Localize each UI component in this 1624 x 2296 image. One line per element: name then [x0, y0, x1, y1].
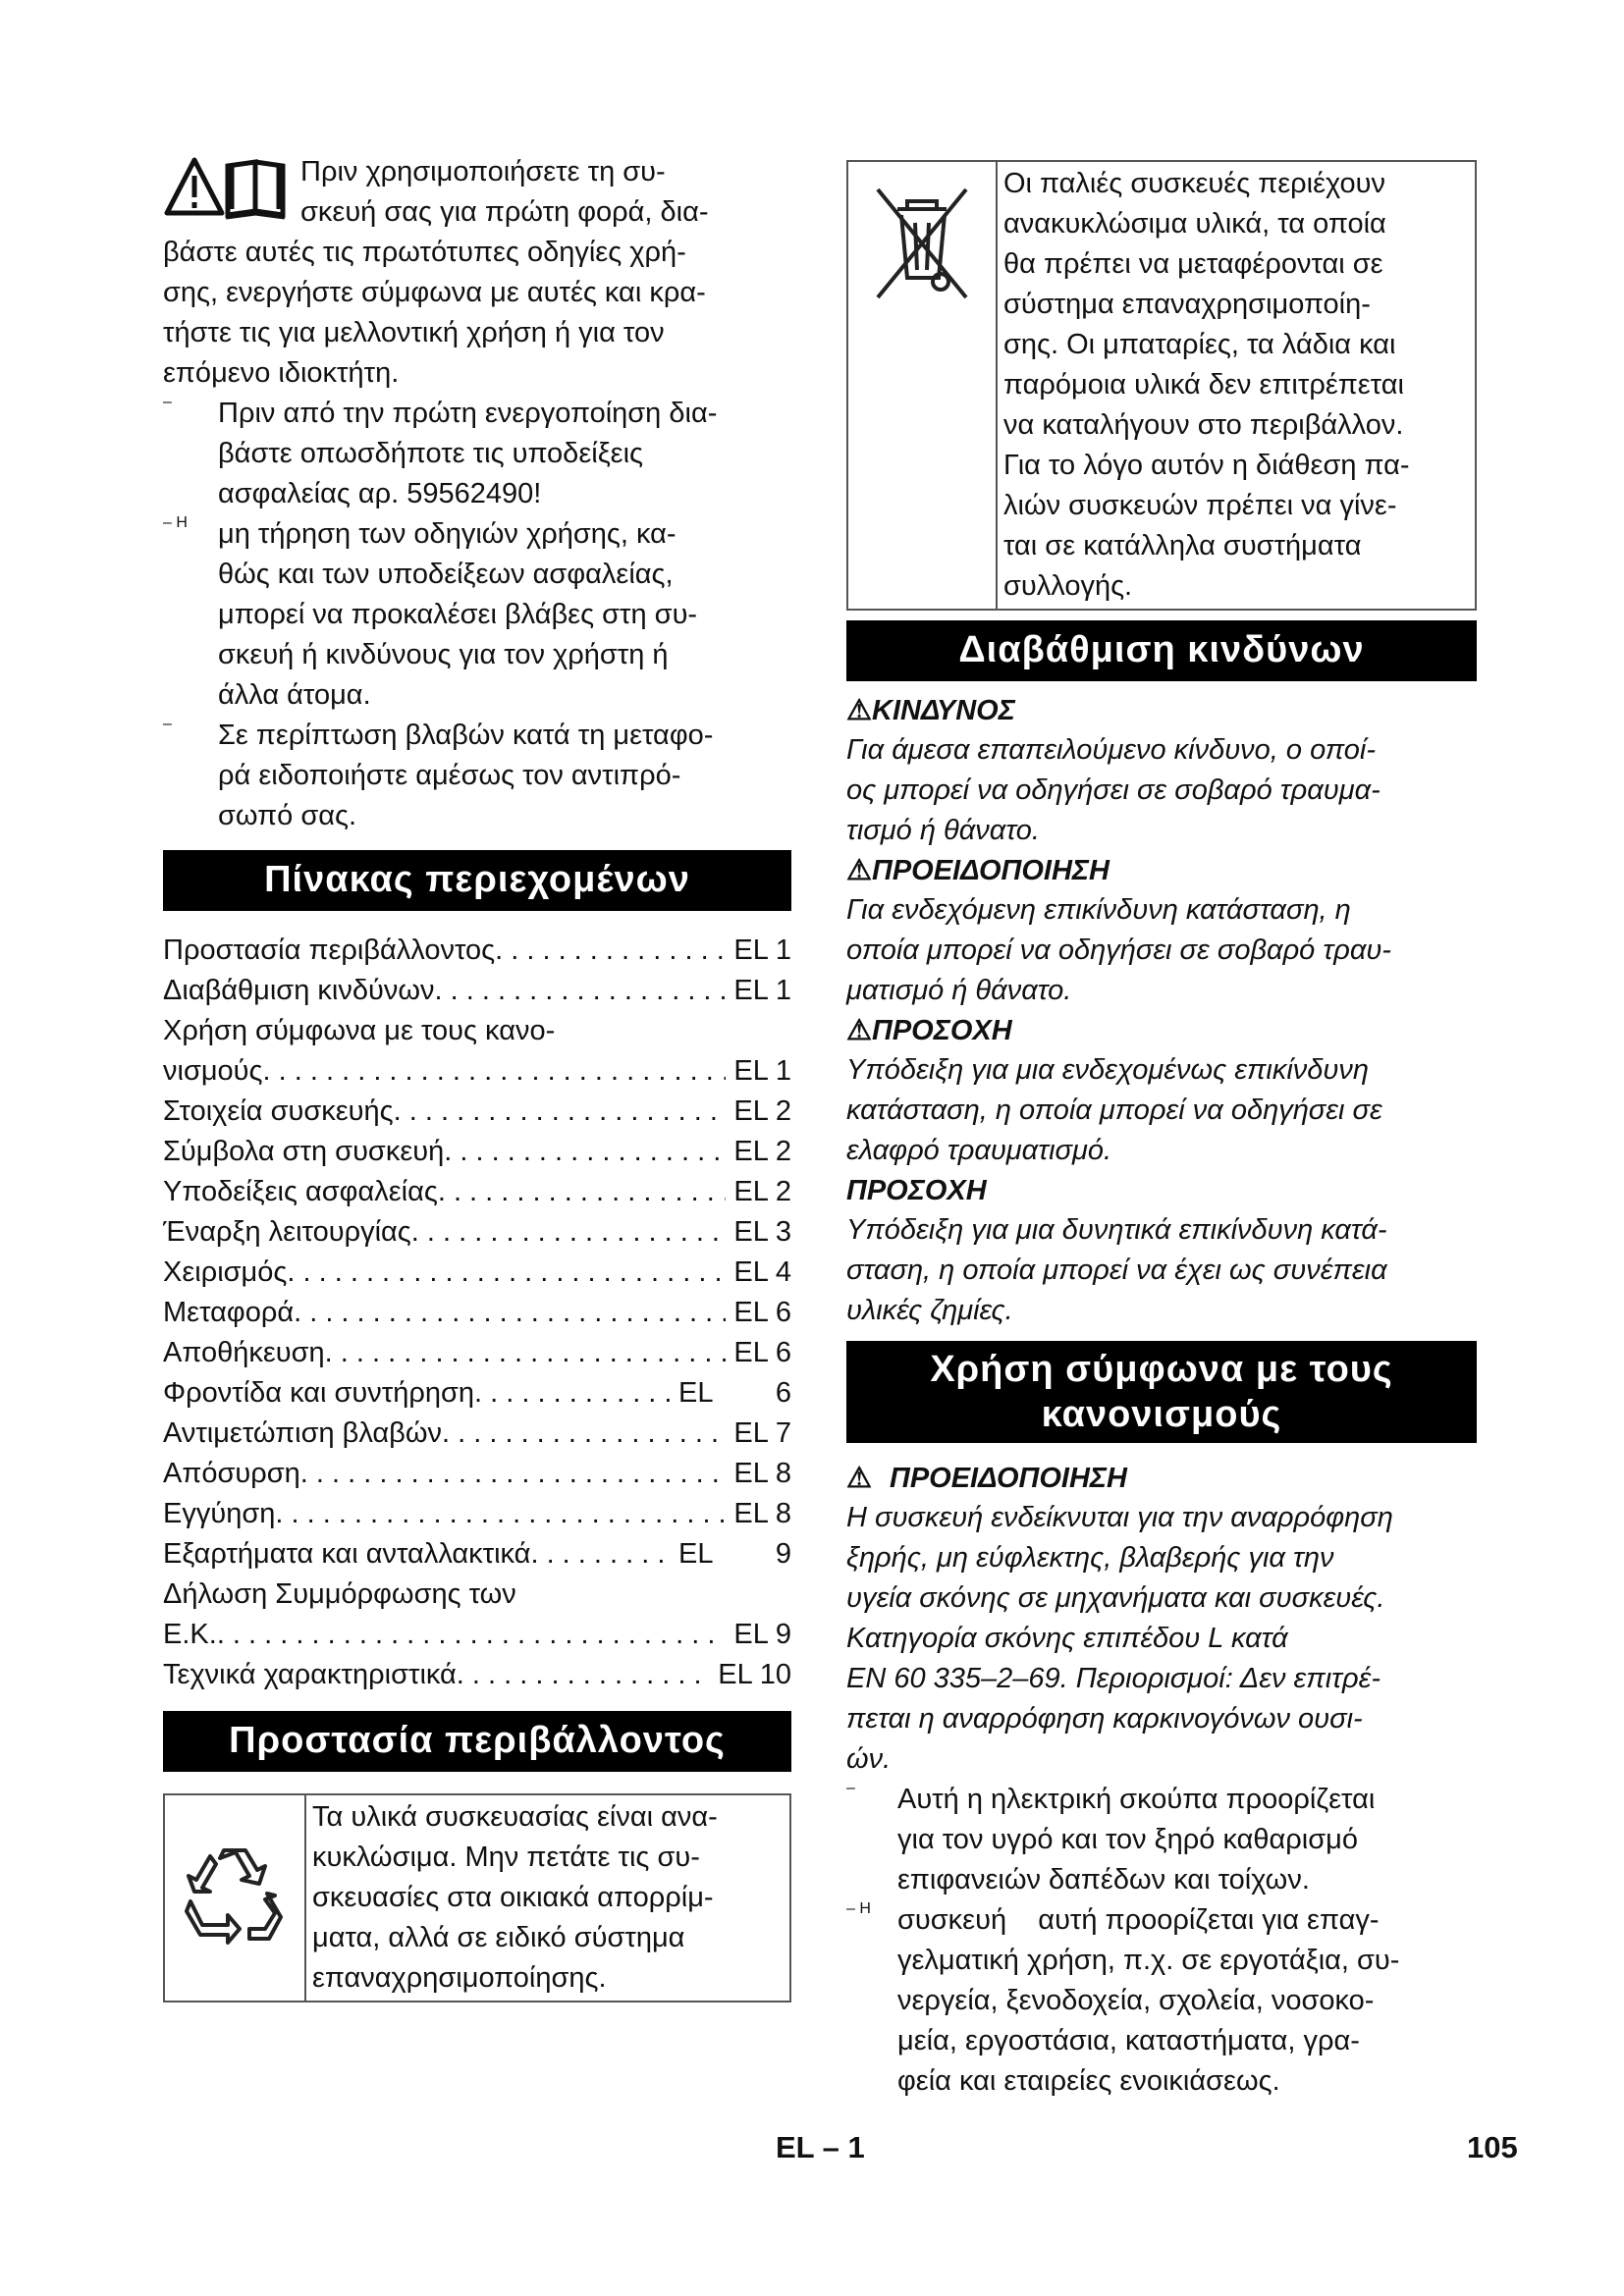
toc-page: EL 8 [733, 1458, 791, 1489]
left-column [163, 152, 791, 2002]
toc-page: EL 1 [733, 934, 791, 966]
use-warning-heading: ΠΡΟΕΙΔΟΠΟΙΗΣΗ [890, 1463, 1127, 1494]
bullet-line: μη τήρηση των οδηγιών χρήσης, κα- [218, 518, 677, 550]
toc-title: Σύμβολα στη συσκευή [163, 1136, 445, 1167]
hazard-banner: Διαβάθμιση κινδύνων [846, 620, 1477, 681]
use-warning-line: EN 60 335–2–69. Περιορισμοί: Δεν επιτρέ- [846, 1663, 1381, 1694]
bullet-dash: – [846, 1780, 855, 1796]
bullet-item [846, 1780, 1477, 1900]
toc-page: EL 2 [733, 1176, 791, 1207]
toc-row[interactable] [163, 1132, 791, 1172]
warning-sign-icon: ⚠ [846, 1015, 872, 1046]
weee-line: ται σε κατάλληλα συστήματα [1003, 530, 1362, 561]
intro-line: Πριν χρησιμοποιήσετε τη συ- [300, 156, 666, 187]
bullet-line: φεία και εταιρείες ενοικιάσεως. [897, 2065, 1280, 2097]
toc-row[interactable] [163, 1092, 791, 1132]
bullet-line: άλλα άτομα. [218, 679, 371, 711]
weee-line: θα πρέπει να μεταφέρονται σε [1003, 248, 1383, 280]
manual-book-icon [226, 162, 285, 217]
bullet-line: σωπό σας. [218, 800, 357, 831]
bullet-line: γελματική χρήση, π.χ. σε εργοτάξια, συ- [897, 1945, 1400, 1976]
warning-sign-icon: ⚠ [846, 855, 872, 886]
bullet-line: Πριν από την πρώτη ενεργοποίηση δια- [218, 398, 718, 429]
toc-page: EL 10 [718, 1659, 791, 1690]
recycling-box [163, 1793, 791, 2002]
recycling-line: ματα, αλλά σε ειδικό σύστημα [312, 1922, 685, 1953]
intro-line: επόμενο ιδιοκτήτη. [163, 357, 400, 389]
toc-row[interactable] [163, 971, 791, 1011]
toc-title: Εγγύηση [163, 1498, 276, 1529]
toc-page: EL 7 [733, 1417, 791, 1449]
toc-page: EL 6 [733, 1337, 791, 1368]
hazard-line: Υπόδειξη για μια δυνητικά επικίνδυνη κατά- [846, 1214, 1387, 1246]
toc-row[interactable] [163, 1414, 791, 1454]
toc-row[interactable] [163, 1373, 791, 1414]
hazard-item [846, 1171, 1477, 1331]
toc-row[interactable] [163, 1454, 791, 1494]
toc-title: Φροντίδα και συντήρηση [163, 1377, 475, 1409]
toc-title: Χρήση σύμφωνα με τους κανο- [163, 1015, 556, 1046]
env-banner: Προστασία περιβάλλοντος [163, 1711, 791, 1772]
right-column [846, 160, 1477, 2102]
use-warning-line: Κατηγορία σκόνης επιπέδου L κατά [846, 1623, 1288, 1654]
hazard-line: Υπόδειξη για μια ενδεχομένως επικίνδυνη [846, 1054, 1369, 1086]
toc-title: Έναρξη λειτουργίας [163, 1216, 411, 1248]
bullet-line: Αυτή η ηλεκτρική σκούπα προορίζεται [897, 1784, 1376, 1815]
use-banner [846, 1341, 1477, 1443]
toc-title: Υποδείξεις ασφαλείας [163, 1176, 438, 1207]
toc-banner: Πίνακας περιεχομένων [163, 850, 791, 911]
bullet-line: σκευή ή κινδύνους για τον χρήστη ή [218, 639, 669, 670]
weee-line: Για το λόγο αυτόν η διάθεση πα- [1003, 450, 1410, 481]
hazard-item [846, 691, 1477, 851]
toc-page: EL 9 [733, 1619, 791, 1650]
toc-title: Τεχνικά χαρακτηριστικά [163, 1659, 457, 1690]
toc-page: EL 1 [733, 975, 791, 1006]
toc-row[interactable] [163, 1333, 791, 1373]
recycling-line: επαναχρησιμοποίησης. [312, 1962, 607, 1994]
hazard-line: Για άμεσα επαπειλούμενο κίνδυνο, ο οποί- [846, 734, 1377, 766]
toc-title: Στοιχεία συσκευής [163, 1095, 394, 1127]
weee-line: να καταλήγουν στο περιβάλλον. [1003, 409, 1404, 441]
recycling-line: σκευασίες στα οικιακά απορρίμ- [312, 1882, 714, 1913]
toc-row[interactable] [163, 1172, 791, 1212]
toc-row[interactable] [163, 1212, 791, 1253]
toc-page: EL 6 [733, 1297, 791, 1328]
bullet-line: επιφανειών δαπέδων και τοίχων. [897, 1864, 1310, 1896]
use-warning-line: Η συσκευή ενδείκνυται για την αναρρόφηση [846, 1502, 1393, 1533]
bullet-item [846, 1900, 1477, 2102]
use-warning-line: πεται η αναρρόφηση καρκινογόνων ουσι- [846, 1703, 1363, 1735]
use-banner-line: κανονισμούς [1041, 1394, 1282, 1435]
weee-box [846, 160, 1477, 611]
hazard-line: σταση, η οποία μπορεί να έχει ως συνέπεια [846, 1255, 1387, 1286]
toc-title: Χειρισμός [163, 1256, 288, 1288]
bullet-dash: – [163, 394, 172, 410]
toc-title: Απόσυρση [163, 1458, 300, 1489]
bullet-line: συσκευή αυτή προορίζεται για επαγ- [897, 1904, 1380, 1936]
bullet-line: θώς και των υποδείξεων ασφαλείας, [218, 559, 674, 590]
footer-section: EL – 1 [776, 2130, 865, 2164]
recycling-line: Τα υλικά συσκευασίας είναι ανα- [312, 1801, 718, 1833]
bullet-item [163, 716, 791, 836]
bullet-line: βάστε οπωσδήποτε τις υποδείξεις [218, 438, 644, 469]
toc-row[interactable] [163, 1655, 791, 1695]
weee-line: σης. Οι μπαταρίες, τα λάδια και [1003, 329, 1396, 360]
hazard-item [846, 851, 1477, 1011]
hazard-line: ελαφρό τραυματισμό. [846, 1135, 1112, 1166]
intro-line: βάστε αυτές τις πρωτότυπες οδηγίες χρή- [163, 237, 686, 268]
toc-page: EL 2 [733, 1095, 791, 1127]
hazard-levels [846, 691, 1477, 1331]
bullet-dash: – Η [846, 1900, 871, 1917]
toc-row[interactable] [163, 1253, 791, 1293]
intro-line: σης, ενεργήστε σύμφωνα με αυτές και κρα- [163, 277, 706, 308]
toc-row[interactable] [163, 1534, 791, 1575]
toc-row[interactable] [163, 931, 791, 971]
hazard-line: υλικές ζημίες. [846, 1295, 1013, 1326]
toc-title: Ε.Κ. [163, 1619, 217, 1650]
intro-line: σκευή σας για πρώτη φορά, δια- [300, 196, 709, 228]
use-warning-line: ξηρής, μη εύφλεκτης, βλαβερής για την [846, 1542, 1334, 1574]
hazard-line: κατάσταση, η οποία μπορεί να οδηγήσει σε [846, 1095, 1382, 1126]
warning-manual-icons [163, 152, 300, 221]
bullet-line: για τον υγρό και τον ξηρό καθαρισμό [897, 1824, 1358, 1855]
bullet-line: νεργεία, ξενοδοχεία, σχολεία, νοσοκο- [897, 1985, 1375, 2016]
toc-title: Μεταφορά [163, 1297, 295, 1328]
weee-line: συλλογής. [1003, 570, 1133, 602]
use-banner-line: Χρήση σύμφωνα με τους [930, 1349, 1393, 1390]
hazard-heading: ΚΙΝΔΥΝΟΣ [872, 695, 1015, 726]
toc-title: Προστασία περιβάλλοντος [163, 934, 496, 966]
toc-page: EL 4 [733, 1256, 791, 1288]
hazard-heading: ΠΡΟΣΟΧΗ [846, 1175, 987, 1206]
bullet-line: ρά ειδοποιήστε αμέσως τον αντιπρό- [218, 760, 681, 791]
weee-line: ανακυκλώσιμα υλικά, τα οποία [1003, 208, 1386, 240]
toc-list [163, 931, 791, 1695]
bullet-item [163, 394, 791, 514]
toc-title: Εξαρτήματα και ανταλλακτικά [163, 1538, 531, 1570]
hazard-line: ος μπορεί να οδηγήσει σε σοβαρό τραυμα- [846, 774, 1380, 806]
hazard-line: Για ενδεχόμενη επικίνδυνη κατάσταση, η [846, 894, 1351, 926]
hazard-heading: ΠΡΟΕΙΔΟΠΟΙΗΣΗ [872, 855, 1110, 886]
toc-row[interactable] [163, 1011, 791, 1051]
bullet-line: μπορεί να προκαλέσει βλάβες στη συ- [218, 599, 698, 630]
toc-row[interactable] [163, 1575, 791, 1615]
toc-title: νισμούς [163, 1055, 263, 1087]
footer-page-number: 105 [1467, 2130, 1518, 2164]
bullet-item [163, 514, 791, 716]
hazard-line: τισμό ή θάνατο. [846, 815, 1040, 846]
recycling-line: κυκλώσιμα. Μην πετάτε τις συ- [312, 1842, 700, 1873]
bullet-line: ασφαλείας αρ. 59562490! [218, 478, 542, 509]
toc-page: EL 9 [678, 1538, 791, 1570]
weee-line: λιών συσκευών πρέπει να γίνε- [1003, 490, 1397, 521]
warning-sign-icon: ⚠ [846, 1463, 872, 1494]
use-warning [846, 1459, 1477, 1780]
weee-line: Οι παλιές συσκευές περιέχουν [1003, 168, 1385, 199]
toc-page: EL 8 [733, 1498, 791, 1529]
hazard-item [846, 1011, 1477, 1171]
toc-row[interactable] [163, 1494, 791, 1534]
toc-page: EL 6 [678, 1377, 791, 1409]
recycling-icon [165, 1795, 306, 2001]
intro-line: τήστε τις για μελλοντική χρήση ή για τον [163, 317, 665, 348]
toc-title: Αποθήκευση [163, 1337, 325, 1368]
crossed-bin-icon [848, 162, 998, 609]
bullet-dash: – Η [163, 514, 188, 531]
hazard-heading: ΠΡΟΣΟΧΗ [872, 1015, 1012, 1046]
hazard-line: ματισμό ή θάνατο. [846, 975, 1072, 1006]
toc-title: Δήλωση Συμμόρφωσης των [163, 1578, 516, 1610]
toc-page: EL 3 [733, 1216, 791, 1248]
warning-triangle-icon [167, 160, 222, 213]
use-warning-line: υγεία σκόνης σε μηχανήματα και συσκευές. [846, 1582, 1385, 1614]
toc-title: Αντιμετώπιση βλαβών [163, 1417, 442, 1449]
bullet-line: μεία, εργοστάσια, καταστήματα, γρα- [897, 2025, 1360, 2056]
intro-block [163, 152, 791, 394]
bullet-line: Σε περίπτωση βλαβών κατά τη μεταφο- [218, 720, 714, 751]
hazard-line: οποία μπορεί να οδηγήσει σε σοβαρό τραυ- [846, 934, 1391, 966]
toc-page: EL 1 [733, 1055, 791, 1087]
warning-sign-icon: ⚠ [846, 695, 872, 726]
weee-line: σύστημα επαναχρησιμοποίη- [1003, 289, 1371, 320]
toc-row[interactable] [163, 1293, 791, 1333]
bullet-dash: – [163, 716, 172, 732]
toc-page: EL 2 [733, 1136, 791, 1167]
toc-title: Διαβάθμιση κινδύνων [163, 975, 435, 1006]
use-warning-line: ών. [846, 1743, 892, 1775]
toc-row[interactable] [163, 1615, 791, 1655]
weee-line: παρόμοια υλικά δεν επιτρέπεται [1003, 369, 1404, 400]
toc-row[interactable] [163, 1051, 791, 1092]
